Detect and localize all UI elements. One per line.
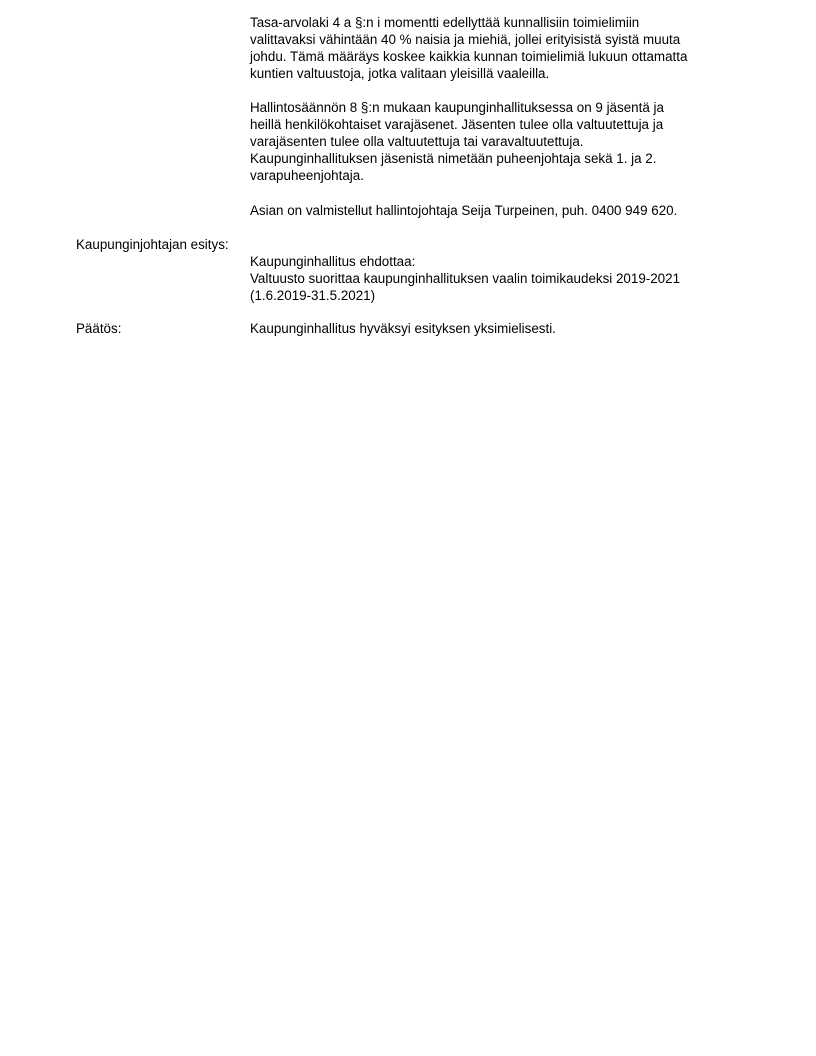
- paragraph-line: Asian on valmistellut hallintojohtaja Seija Turpeinen, puh. 0400 949 620.: [250, 203, 678, 218]
- paragraph-line: Tasa-arvolaki 4 a §:n i momentti edellyttää kunnallisiin toimielimiin: [250, 15, 640, 30]
- paragraph-line: varajäsenten tulee olla valtuutettuja tai varavaltuutettuja.: [250, 133, 584, 149]
- paragraph-line: valittavaksi vähintään 40 % naisia ja miehiä, jollei erityisistä syistä muuta: [250, 31, 681, 47]
- paragraph-line: Kaupunginhallituksen jäsenistä nimetään puheenjohtaja sekä 1. ja 2.: [250, 150, 657, 166]
- proposal-line: Kaupunginhallitus ehdottaa:: [250, 254, 416, 269]
- decision-label: Päätös:: [76, 321, 122, 336]
- paragraph-administrative-rules: [250, 100, 750, 185]
- paragraph-line: varapuheenjohtaja.: [250, 167, 364, 183]
- paragraph-preparer: [250, 203, 750, 220]
- paragraph-line: heillä henkilökohtaiset varajäsenet. Jäsenten tulee olla valtuutettuja ja: [250, 116, 664, 132]
- paragraph-line: Hallintosäännön 8 §:n mukaan kaupunginhallituksessa on 9 jäsentä ja: [250, 100, 664, 115]
- paragraph-line: kuntien valtuustoja, jotka valitaan yleisillä vaaleilla.: [250, 65, 550, 81]
- paragraph-equality-act: [250, 15, 750, 83]
- decision-text: [250, 321, 750, 338]
- proposal-line: (1.6.2019-31.5.2021): [250, 287, 376, 303]
- proposal-label: Kaupunginjohtajan esitys:: [76, 237, 229, 252]
- proposal-text: [250, 254, 750, 305]
- proposal-line: Valtuusto suorittaa kaupunginhallituksen vaalin toimikaudeksi 2019-2021: [250, 270, 681, 286]
- decision-line: Kaupunginhallitus hyväksyi esityksen yksimielisesti.: [250, 321, 556, 336]
- paragraph-line: johdu. Tämä määräys koskee kaikkia kunnan toimielimiä lukuun ottamatta: [250, 48, 688, 64]
